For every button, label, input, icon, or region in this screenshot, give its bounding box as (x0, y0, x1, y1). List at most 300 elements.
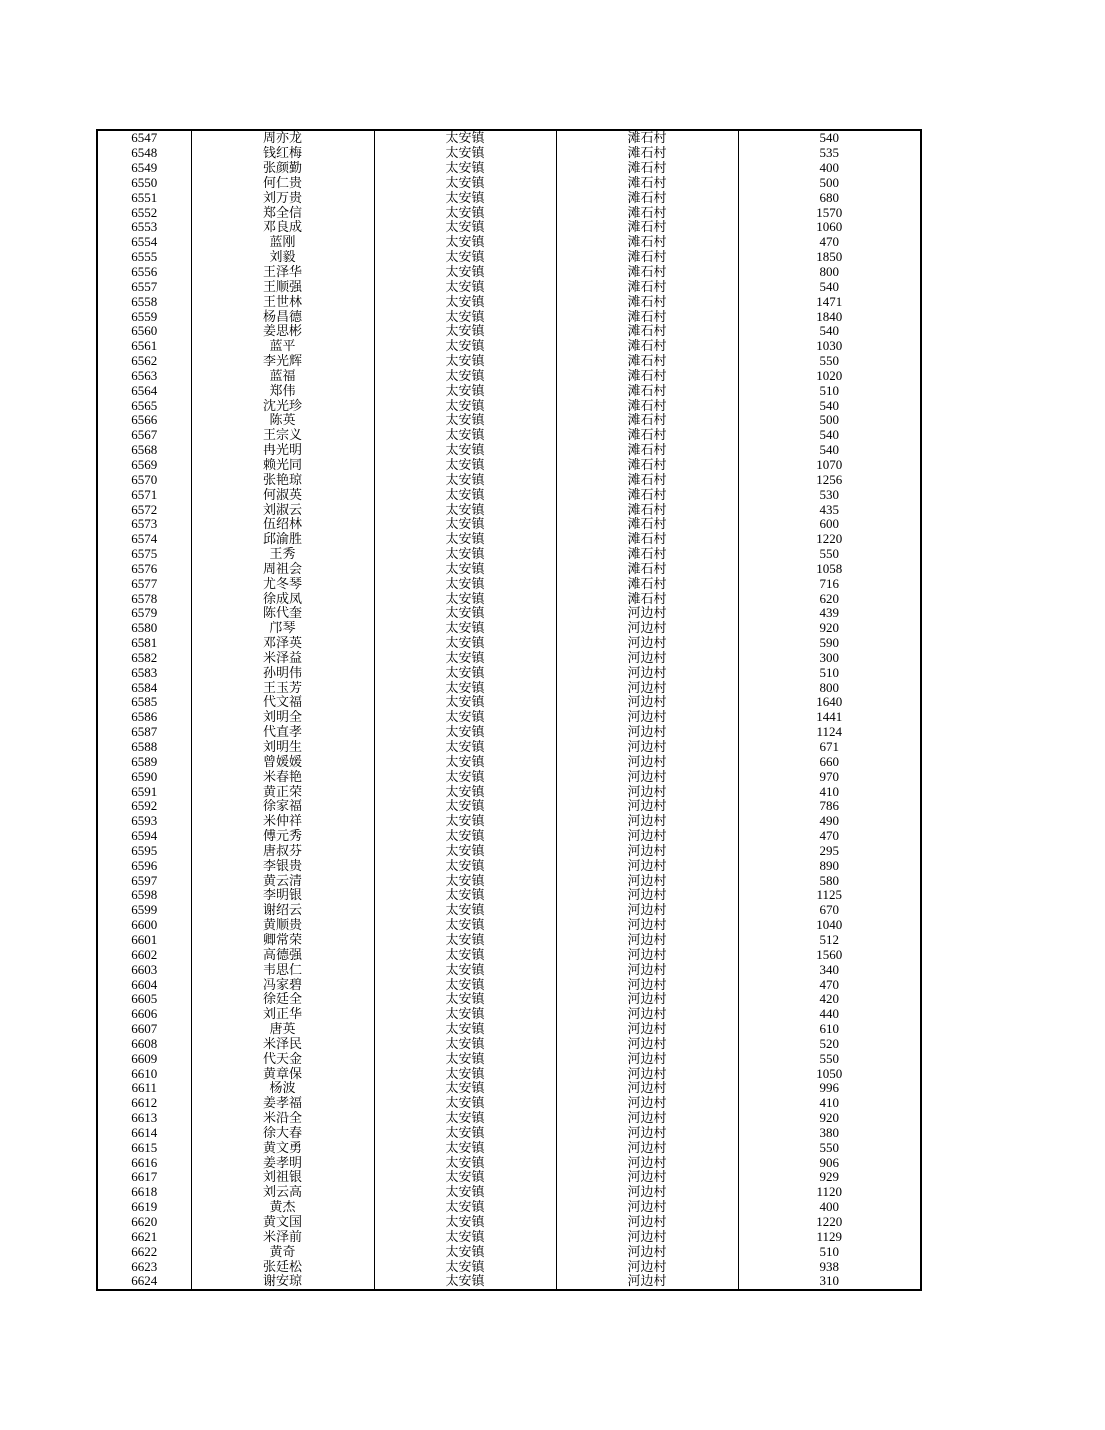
row-number-cell: 6585 (97, 695, 191, 710)
table-row (97, 962, 921, 977)
row-number-cell: 6617 (97, 1170, 191, 1185)
table-row (97, 354, 921, 369)
village-cell: 河边村 (556, 844, 738, 859)
amount-cell: 540 (738, 428, 921, 443)
row-number-cell: 6566 (97, 413, 191, 428)
village-cell: 河边村 (556, 695, 738, 710)
town-cell: 太安镇 (374, 769, 556, 784)
row-number-cell: 6619 (97, 1200, 191, 1215)
table-row (97, 1096, 921, 1111)
amount-cell: 510 (738, 665, 921, 680)
village-cell: 河边村 (556, 606, 738, 621)
table-row (97, 799, 921, 814)
village-cell: 河边村 (556, 725, 738, 740)
row-number-cell: 6565 (97, 398, 191, 413)
village-cell: 河边村 (556, 947, 738, 962)
village-cell: 河边村 (556, 903, 738, 918)
village-cell: 河边村 (556, 1155, 738, 1170)
village-cell: 滩石村 (556, 265, 738, 280)
row-number-cell: 6608 (97, 1036, 191, 1051)
row-number-cell: 6582 (97, 651, 191, 666)
town-cell: 太安镇 (374, 176, 556, 191)
name-cell: 刘万贵 (191, 190, 374, 205)
row-number-cell: 6575 (97, 547, 191, 562)
village-cell: 滩石村 (556, 235, 738, 250)
name-cell: 冯家碧 (191, 977, 374, 992)
row-number-cell: 6554 (97, 235, 191, 250)
table-row (97, 621, 921, 636)
data-table (96, 129, 922, 1291)
town-cell: 太安镇 (374, 428, 556, 443)
row-number-cell: 6600 (97, 918, 191, 933)
row-number-cell: 6616 (97, 1155, 191, 1170)
table-row (97, 947, 921, 962)
table-row (97, 829, 921, 844)
table-row (97, 220, 921, 235)
table-row (97, 1200, 921, 1215)
village-cell: 滩石村 (556, 472, 738, 487)
town-cell: 太安镇 (374, 1140, 556, 1155)
amount-cell: 295 (738, 844, 921, 859)
name-cell: 沈光珍 (191, 398, 374, 413)
table-row (97, 1229, 921, 1244)
name-cell: 姜思彬 (191, 324, 374, 339)
amount-cell: 550 (738, 1051, 921, 1066)
row-number-cell: 6547 (97, 130, 191, 146)
table-row (97, 146, 921, 161)
village-cell: 滩石村 (556, 443, 738, 458)
name-cell: 王顺强 (191, 279, 374, 294)
town-cell: 太安镇 (374, 1185, 556, 1200)
name-cell: 周亦龙 (191, 130, 374, 146)
row-number-cell: 6609 (97, 1051, 191, 1066)
row-number-cell: 6612 (97, 1096, 191, 1111)
town-cell: 太安镇 (374, 146, 556, 161)
town-cell: 太安镇 (374, 829, 556, 844)
table-row (97, 235, 921, 250)
village-cell: 滩石村 (556, 369, 738, 384)
table-row (97, 1022, 921, 1037)
name-cell: 卿常荣 (191, 933, 374, 948)
table-row (97, 933, 921, 948)
amount-cell: 1070 (738, 458, 921, 473)
town-cell: 太安镇 (374, 903, 556, 918)
name-cell: 陈英 (191, 413, 374, 428)
row-number-cell: 6587 (97, 725, 191, 740)
village-cell: 河边村 (556, 1259, 738, 1274)
village-cell: 河边村 (556, 1096, 738, 1111)
name-cell: 唐英 (191, 1022, 374, 1037)
amount-cell: 420 (738, 992, 921, 1007)
town-cell: 太安镇 (374, 1155, 556, 1170)
table-row (97, 814, 921, 829)
table-row (97, 265, 921, 280)
amount-cell: 550 (738, 547, 921, 562)
row-number-cell: 6570 (97, 472, 191, 487)
table-row (97, 532, 921, 547)
row-number-cell: 6557 (97, 279, 191, 294)
name-cell: 米春艳 (191, 769, 374, 784)
row-number-cell: 6591 (97, 784, 191, 799)
amount-cell: 410 (738, 784, 921, 799)
town-cell: 太安镇 (374, 1111, 556, 1126)
amount-cell: 540 (738, 398, 921, 413)
table-row (97, 309, 921, 324)
town-cell: 太安镇 (374, 279, 556, 294)
row-number-cell: 6614 (97, 1126, 191, 1141)
row-number-cell: 6595 (97, 844, 191, 859)
town-cell: 太安镇 (374, 695, 556, 710)
row-number-cell: 6605 (97, 992, 191, 1007)
name-cell: 代直孝 (191, 725, 374, 740)
table-row (97, 502, 921, 517)
row-number-cell: 6579 (97, 606, 191, 621)
name-cell: 刘正华 (191, 1007, 374, 1022)
town-cell: 太安镇 (374, 517, 556, 532)
amount-cell: 512 (738, 933, 921, 948)
town-cell: 太安镇 (374, 740, 556, 755)
row-number-cell: 6562 (97, 354, 191, 369)
row-number-cell: 6606 (97, 1007, 191, 1022)
amount-cell: 1220 (738, 532, 921, 547)
table-row (97, 250, 921, 265)
table-row (97, 977, 921, 992)
town-cell: 太安镇 (374, 1170, 556, 1185)
town-cell: 太安镇 (374, 383, 556, 398)
town-cell: 太安镇 (374, 947, 556, 962)
row-number-cell: 6603 (97, 962, 191, 977)
amount-cell: 540 (738, 443, 921, 458)
amount-cell: 535 (738, 146, 921, 161)
amount-cell: 590 (738, 636, 921, 651)
table-row (97, 1259, 921, 1274)
town-cell: 太安镇 (374, 636, 556, 651)
table-row (97, 294, 921, 309)
row-number-cell: 6594 (97, 829, 191, 844)
name-cell: 傅元秀 (191, 829, 374, 844)
row-number-cell: 6602 (97, 947, 191, 962)
table-row (97, 858, 921, 873)
table-row (97, 740, 921, 755)
village-cell: 滩石村 (556, 458, 738, 473)
row-number-cell: 6622 (97, 1244, 191, 1259)
table-row (97, 784, 921, 799)
amount-cell: 530 (738, 487, 921, 502)
table-row (97, 903, 921, 918)
amount-cell: 400 (738, 1200, 921, 1215)
village-cell: 河边村 (556, 814, 738, 829)
village-cell: 河边村 (556, 1185, 738, 1200)
village-cell: 河边村 (556, 992, 738, 1007)
name-cell: 徐家福 (191, 799, 374, 814)
amount-cell: 680 (738, 190, 921, 205)
table-row (97, 769, 921, 784)
table-row (97, 443, 921, 458)
table-row (97, 428, 921, 443)
name-cell: 李银贵 (191, 858, 374, 873)
table-row (97, 561, 921, 576)
village-cell: 河边村 (556, 799, 738, 814)
name-cell: 高德强 (191, 947, 374, 962)
table-row (97, 695, 921, 710)
name-cell: 刘淑云 (191, 502, 374, 517)
town-cell: 太安镇 (374, 1036, 556, 1051)
town-cell: 太安镇 (374, 1229, 556, 1244)
name-cell: 姜孝明 (191, 1155, 374, 1170)
amount-cell: 600 (738, 517, 921, 532)
town-cell: 太安镇 (374, 1215, 556, 1230)
amount-cell: 510 (738, 1244, 921, 1259)
town-cell: 太安镇 (374, 339, 556, 354)
row-number-cell: 6555 (97, 250, 191, 265)
amount-cell: 938 (738, 1259, 921, 1274)
table-row (97, 1155, 921, 1170)
name-cell: 刘明生 (191, 740, 374, 755)
village-cell: 滩石村 (556, 428, 738, 443)
row-number-cell: 6553 (97, 220, 191, 235)
town-cell: 太安镇 (374, 858, 556, 873)
row-number-cell: 6569 (97, 458, 191, 473)
row-number-cell: 6571 (97, 487, 191, 502)
town-cell: 太安镇 (374, 413, 556, 428)
village-cell: 河边村 (556, 754, 738, 769)
name-cell: 张艳琼 (191, 472, 374, 487)
row-number-cell: 6561 (97, 339, 191, 354)
table-row (97, 1140, 921, 1155)
amount-cell: 380 (738, 1126, 921, 1141)
table-row (97, 458, 921, 473)
row-number-cell: 6572 (97, 502, 191, 517)
name-cell: 冉光明 (191, 443, 374, 458)
row-number-cell: 6615 (97, 1140, 191, 1155)
village-cell: 河边村 (556, 1229, 738, 1244)
name-cell: 徐廷全 (191, 992, 374, 1007)
table-row (97, 369, 921, 384)
table-row (97, 487, 921, 502)
name-cell: 李光辉 (191, 354, 374, 369)
town-cell: 太安镇 (374, 235, 556, 250)
village-cell: 滩石村 (556, 398, 738, 413)
row-number-cell: 6580 (97, 621, 191, 636)
table-row (97, 413, 921, 428)
amount-cell: 1060 (738, 220, 921, 235)
amount-cell: 1129 (738, 1229, 921, 1244)
amount-cell: 1120 (738, 1185, 921, 1200)
table-row (97, 176, 921, 191)
village-cell: 河边村 (556, 1126, 738, 1141)
amount-cell: 550 (738, 354, 921, 369)
table-row (97, 1051, 921, 1066)
village-cell: 滩石村 (556, 487, 738, 502)
name-cell: 曾媛媛 (191, 754, 374, 769)
village-cell: 河边村 (556, 710, 738, 725)
table-row (97, 651, 921, 666)
table-row (97, 1111, 921, 1126)
village-cell: 河边村 (556, 858, 738, 873)
name-cell: 米仲祥 (191, 814, 374, 829)
row-number-cell: 6548 (97, 146, 191, 161)
village-cell: 河边村 (556, 977, 738, 992)
village-cell: 滩石村 (556, 561, 738, 576)
town-cell: 太安镇 (374, 710, 556, 725)
name-cell: 米泽益 (191, 651, 374, 666)
village-cell: 河边村 (556, 636, 738, 651)
town-cell: 太安镇 (374, 561, 556, 576)
village-cell: 滩石村 (556, 413, 738, 428)
town-cell: 太安镇 (374, 725, 556, 740)
amount-cell: 439 (738, 606, 921, 621)
village-cell: 河边村 (556, 769, 738, 784)
village-cell: 滩石村 (556, 161, 738, 176)
amount-cell: 1840 (738, 309, 921, 324)
row-number-cell: 6549 (97, 161, 191, 176)
row-number-cell: 6586 (97, 710, 191, 725)
name-cell: 黄杰 (191, 1200, 374, 1215)
town-cell: 太安镇 (374, 354, 556, 369)
name-cell: 王秀 (191, 547, 374, 562)
amount-cell: 800 (738, 265, 921, 280)
name-cell: 代文福 (191, 695, 374, 710)
name-cell: 谢绍云 (191, 903, 374, 918)
town-cell: 太安镇 (374, 606, 556, 621)
name-cell: 陈代奎 (191, 606, 374, 621)
amount-cell: 550 (738, 1140, 921, 1155)
name-cell: 张廷松 (191, 1259, 374, 1274)
row-number-cell: 6574 (97, 532, 191, 547)
name-cell: 蓝刚 (191, 235, 374, 250)
row-number-cell: 6556 (97, 265, 191, 280)
town-cell: 太安镇 (374, 814, 556, 829)
amount-cell: 435 (738, 502, 921, 517)
row-number-cell: 6576 (97, 561, 191, 576)
amount-cell: 670 (738, 903, 921, 918)
row-number-cell: 6623 (97, 1259, 191, 1274)
village-cell: 滩石村 (556, 205, 738, 220)
town-cell: 太安镇 (374, 398, 556, 413)
amount-cell: 620 (738, 591, 921, 606)
town-cell: 太安镇 (374, 1274, 556, 1290)
table-row (97, 472, 921, 487)
town-cell: 太安镇 (374, 888, 556, 903)
name-cell: 米泽前 (191, 1229, 374, 1244)
row-number-cell: 6589 (97, 754, 191, 769)
town-cell: 太安镇 (374, 443, 556, 458)
town-cell: 太安镇 (374, 754, 556, 769)
village-cell: 滩石村 (556, 146, 738, 161)
amount-cell: 300 (738, 651, 921, 666)
amount-cell: 1040 (738, 918, 921, 933)
amount-cell: 340 (738, 962, 921, 977)
amount-cell: 540 (738, 279, 921, 294)
table-row (97, 339, 921, 354)
town-cell: 太安镇 (374, 294, 556, 309)
village-cell: 河边村 (556, 1081, 738, 1096)
table-row (97, 873, 921, 888)
village-cell: 河边村 (556, 873, 738, 888)
name-cell: 钱红梅 (191, 146, 374, 161)
town-cell: 太安镇 (374, 933, 556, 948)
amount-cell: 671 (738, 740, 921, 755)
town-cell: 太安镇 (374, 1022, 556, 1037)
name-cell: 郑全信 (191, 205, 374, 220)
name-cell: 刘毅 (191, 250, 374, 265)
table-row (97, 205, 921, 220)
table-row (97, 190, 921, 205)
row-number-cell: 6568 (97, 443, 191, 458)
town-cell: 太安镇 (374, 130, 556, 146)
village-cell: 河边村 (556, 1200, 738, 1215)
name-cell: 王世林 (191, 294, 374, 309)
name-cell: 徐成凤 (191, 591, 374, 606)
town-cell: 太安镇 (374, 532, 556, 547)
town-cell: 太安镇 (374, 309, 556, 324)
town-cell: 太安镇 (374, 161, 556, 176)
row-number-cell: 6610 (97, 1066, 191, 1081)
village-cell: 河边村 (556, 740, 738, 755)
village-cell: 滩石村 (556, 502, 738, 517)
town-cell: 太安镇 (374, 1051, 556, 1066)
row-number-cell: 6567 (97, 428, 191, 443)
town-cell: 太安镇 (374, 1259, 556, 1274)
town-cell: 太安镇 (374, 1081, 556, 1096)
amount-cell: 1850 (738, 250, 921, 265)
name-cell: 张颜勤 (191, 161, 374, 176)
village-cell: 河边村 (556, 680, 738, 695)
table-row (97, 130, 921, 146)
village-cell: 河边村 (556, 651, 738, 666)
town-cell: 太安镇 (374, 458, 556, 473)
row-number-cell: 6551 (97, 190, 191, 205)
name-cell: 王玉芳 (191, 680, 374, 695)
amount-cell: 540 (738, 130, 921, 146)
name-cell: 王宗义 (191, 428, 374, 443)
row-number-cell: 6611 (97, 1081, 191, 1096)
row-number-cell: 6584 (97, 680, 191, 695)
table-row (97, 517, 921, 532)
name-cell: 孙明伟 (191, 665, 374, 680)
name-cell: 刘明全 (191, 710, 374, 725)
town-cell: 太安镇 (374, 621, 556, 636)
row-number-cell: 6613 (97, 1111, 191, 1126)
table-row (97, 844, 921, 859)
village-cell: 滩石村 (556, 576, 738, 591)
name-cell: 黄文勇 (191, 1140, 374, 1155)
table-row (97, 398, 921, 413)
row-number-cell: 6601 (97, 933, 191, 948)
village-cell: 河边村 (556, 1007, 738, 1022)
amount-cell: 610 (738, 1022, 921, 1037)
amount-cell: 1256 (738, 472, 921, 487)
name-cell: 杨昌德 (191, 309, 374, 324)
town-cell: 太安镇 (374, 1126, 556, 1141)
table-row (97, 1274, 921, 1290)
row-number-cell: 6550 (97, 176, 191, 191)
row-number-cell: 6596 (97, 858, 191, 873)
table-row (97, 1170, 921, 1185)
village-cell: 河边村 (556, 1170, 738, 1185)
town-cell: 太安镇 (374, 680, 556, 695)
village-cell: 滩石村 (556, 176, 738, 191)
name-cell: 谢安琼 (191, 1274, 374, 1290)
village-cell: 河边村 (556, 933, 738, 948)
village-cell: 河边村 (556, 1022, 738, 1037)
amount-cell: 310 (738, 1274, 921, 1290)
name-cell: 米泽民 (191, 1036, 374, 1051)
amount-cell: 1050 (738, 1066, 921, 1081)
name-cell: 黄云清 (191, 873, 374, 888)
row-number-cell: 6552 (97, 205, 191, 220)
town-cell: 太安镇 (374, 784, 556, 799)
